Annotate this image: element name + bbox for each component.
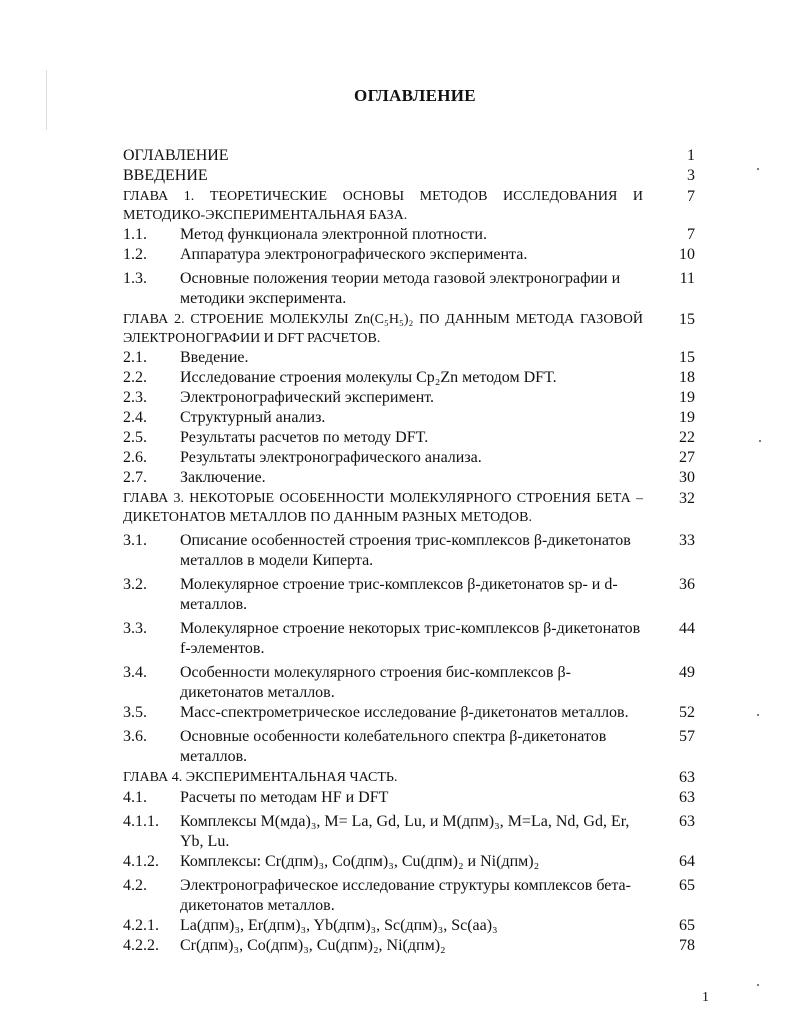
toc-entry xyxy=(123,531,703,571)
toc-entry xyxy=(123,166,703,186)
toc-entry-number: 2.7. xyxy=(123,469,147,486)
toc-entry-page: 22 xyxy=(679,429,695,446)
toc-entry-page: 57 xyxy=(679,728,695,745)
scan-speck xyxy=(757,984,759,986)
toc-entry xyxy=(123,348,703,368)
toc-entry xyxy=(123,310,703,348)
toc-entry-page: 10 xyxy=(679,246,695,263)
toc-entry-page: 49 xyxy=(679,664,695,681)
toc-entry-page: 63 xyxy=(679,813,695,830)
toc-entry-page: 19 xyxy=(679,389,695,406)
toc-entry-page: 7 xyxy=(687,226,695,243)
toc-entry xyxy=(123,428,703,448)
toc-entry-title: Структурный анализ. xyxy=(180,409,326,426)
toc-entry-number: 1.2. xyxy=(123,246,147,263)
toc-entry-page: 52 xyxy=(679,704,695,721)
scan-speck xyxy=(757,168,759,170)
toc-entry xyxy=(123,489,703,527)
toc-entry-page: 15 xyxy=(679,311,695,328)
toc-entry xyxy=(123,619,703,659)
toc-entry xyxy=(123,768,703,788)
toc-entry-title: Метод функционала электронной плотности. xyxy=(180,226,487,243)
table-of-contents xyxy=(123,146,703,956)
toc-entry-page: 63 xyxy=(679,769,695,786)
toc-entry-title: Введение. xyxy=(180,349,249,366)
toc-entry-number: 2.5. xyxy=(123,429,147,446)
toc-entry-number: 2.2. xyxy=(123,369,147,386)
toc-entry-title: Cr(дпм)₃, Co(дпм)₃, Cu(дпм)₂, Ni(дпм)₂ xyxy=(180,937,446,954)
toc-entry xyxy=(123,269,703,309)
toc-entry-number: 3.6. xyxy=(123,728,147,745)
toc-entry-title: Комплексы: Cr(дпм)₃, Co(дпм)₃, Cu(дпм)₂ и Ni(дпм)₂ xyxy=(180,853,540,870)
toc-entry-page: 11 xyxy=(679,270,695,287)
toc-entry xyxy=(123,936,703,956)
toc-entry xyxy=(123,245,703,265)
toc-entry-number: 4.2. xyxy=(123,877,147,894)
toc-entry-number: 3.2. xyxy=(123,576,147,593)
toc-entry xyxy=(123,916,703,936)
toc-entry-number: 4.1. xyxy=(123,789,147,806)
toc-entry-page: 30 xyxy=(679,469,695,486)
toc-entry xyxy=(123,187,703,225)
toc-entry-title: Электронографическое исследование структуры комплексов бета-дикетонатов металлов. xyxy=(180,877,631,914)
toc-entry-title: Молекулярное строение некоторых трис-комплексов β-дикетонатов f-элементов. xyxy=(180,620,641,657)
toc-entry xyxy=(123,146,703,166)
toc-entry-page: 65 xyxy=(679,877,695,894)
toc-entry-title: Расчеты по методам HF и DFT xyxy=(180,789,389,806)
toc-entry-page: 3 xyxy=(687,167,695,184)
toc-entry xyxy=(123,788,703,808)
toc-entry-title: La(дпм)₃, Er(дпм)₃, Yb(дпм)₃, Sc(дпм)₃, Sc(аа)₃ xyxy=(180,917,498,934)
toc-entry-number: 4.1.1. xyxy=(123,813,159,830)
toc-entry-title: Электронографический эксперимент. xyxy=(180,389,435,406)
toc-entry-page: 64 xyxy=(679,853,695,870)
toc-entry xyxy=(123,663,703,703)
toc-entry-page: 27 xyxy=(679,449,695,466)
toc-entry xyxy=(123,448,703,468)
scan-speck xyxy=(759,440,761,442)
toc-entry xyxy=(123,468,703,488)
toc-entry-title: ВВЕДЕНИЕ xyxy=(123,167,208,184)
toc-entry xyxy=(123,852,703,872)
toc-entry-title: Результаты электронографического анализа. xyxy=(180,449,482,466)
toc-entry-title: Комплексы M(мда)₃, M= La, Gd, Lu, и M(дпм)₃, M=La, Nd, Gd, Er, Yb, Lu. xyxy=(180,813,630,850)
toc-entry-number: 3.1. xyxy=(123,532,147,549)
toc-entry-number: 4.1.2. xyxy=(123,853,159,870)
toc-entry-page: 7 xyxy=(687,188,695,205)
scan-speck xyxy=(757,714,759,716)
toc-entry-number: 3.4. xyxy=(123,664,147,681)
toc-entry-title: ОГЛАВЛЕНИЕ xyxy=(123,147,229,164)
toc-entry xyxy=(123,388,703,408)
toc-entry-page: 44 xyxy=(679,620,695,637)
toc-entry xyxy=(123,575,703,615)
toc-entry-number: 4.2.2. xyxy=(123,937,159,954)
toc-entry-title: ГЛАВА 3. НЕКОТОРЫЕ ОСОБЕННОСТИ МОЛЕКУЛЯРНОГО СТРОЕНИЯ БЕТА –ДИКЕТОНАТОВ МЕТАЛЛОВ ПО ДАННЫМ РАЗНЫХ МЕТОДОВ. xyxy=(123,491,643,525)
toc-entry-page: 63 xyxy=(679,789,695,806)
toc-entry-page: 32 xyxy=(679,490,695,507)
toc-entry xyxy=(123,876,703,916)
toc-entry-title: Результаты расчетов по методу DFT. xyxy=(180,429,429,446)
toc-entry-title: Молекулярное строение трис-комплексов β-дикетонатов sp- и d-металлов. xyxy=(180,576,618,613)
toc-entry-number: 2.6. xyxy=(123,449,147,466)
toc-entry-page: 1 xyxy=(687,147,695,164)
toc-entry xyxy=(123,368,703,388)
toc-entry-title: Масс-спектрометрическое исследование β-дикетонатов металлов. xyxy=(180,704,629,721)
toc-entry-title: ГЛАВА 1. ТЕОРЕТИЧЕСКИЕ ОСНОВЫ МЕТОДОВ ИССЛЕДОВАНИЯ И МЕТОДИКО-ЭКСПЕРИМЕНТАЛЬНАЯ БАЗА. xyxy=(123,189,643,223)
toc-entry-title: ГЛАВА 2. СТРОЕНИЕ МОЛЕКУЛЫ Zn(C₅H₅)₂ ПО ДАННЫМ МЕТОДА ГАЗОВОЙ ЭЛЕКТРОНОГРАФИИ И DFT РАСЧЕТОВ. xyxy=(123,312,643,346)
page-number: 1 xyxy=(702,990,709,1005)
page-title: ОГЛАВЛЕНИЕ xyxy=(354,86,476,105)
toc-entry-page: 15 xyxy=(679,349,695,366)
toc-entry-number: 1.1. xyxy=(123,226,147,243)
toc-entry-page: 36 xyxy=(679,576,695,593)
toc-entry xyxy=(123,703,703,723)
toc-entry-page: 18 xyxy=(679,369,695,386)
toc-entry xyxy=(123,408,703,428)
toc-entry-page: 65 xyxy=(679,917,695,934)
toc-entry-page: 19 xyxy=(679,409,695,426)
toc-entry-title: Заключение. xyxy=(180,469,266,486)
toc-entry-title: Исследование строения молекулы Cp₂Zn методом DFT. xyxy=(180,369,557,386)
toc-entry-number: 4.2.1. xyxy=(123,917,159,934)
toc-entry-title: Основные особенности колебательного спектра β-дикетонатов металлов. xyxy=(180,728,607,765)
toc-entry-number: 2.1. xyxy=(123,349,147,366)
toc-entry-title: Основные положения теории метода газовой электронографии и методики эксперимента. xyxy=(180,270,621,307)
toc-entry-number: 3.3. xyxy=(123,620,147,637)
toc-entry-title: ГЛАВА 4. ЭКСПЕРИМЕНТАЛЬНАЯ ЧАСТЬ. xyxy=(123,770,398,785)
toc-entry-number: 1.3. xyxy=(123,270,147,287)
toc-entry-page: 33 xyxy=(679,532,695,549)
toc-entry-number: 3.5. xyxy=(123,704,147,721)
toc-entry xyxy=(123,727,703,767)
toc-entry-number: 2.4. xyxy=(123,409,147,426)
toc-entry-page: 78 xyxy=(679,937,695,954)
toc-entry-number: 2.3. xyxy=(123,389,147,406)
toc-entry-title: Описание особенностей строения трис-комплексов β-дикетонатов металлов в модели Киперта. xyxy=(180,532,631,569)
toc-entry-title: Особенности молекулярного строения бис-комплексов β-дикетонатов металлов. xyxy=(180,664,571,701)
toc-entry-title: Аппаратура электронографического эксперимента. xyxy=(180,246,528,263)
toc-entry xyxy=(123,812,703,852)
toc-entry xyxy=(123,225,703,245)
